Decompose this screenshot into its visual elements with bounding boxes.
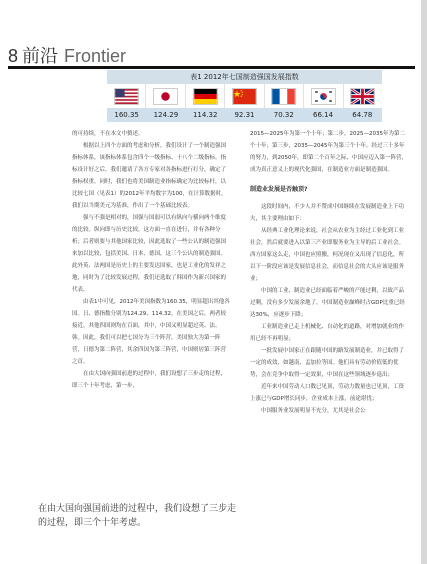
table-title: 表1 2012年七国制造强国发展指数 — [107, 70, 382, 84]
section-title-cn: 前沿 — [22, 46, 59, 66]
paragraph: 一批发展中国家正在跟随中国的路发展制造业，并已取得了一定的成效，如越南、孟加拉等国。他们具有劳动价值低的优势，会在竞争中取得一定效果，中国在这些领域逐步退出； — [250, 348, 405, 378]
page-number: 8 — [8, 46, 19, 66]
paragraph: 在由大国向强国前进的过程中，我们设想了三步走的过程，即三个十年考虑，第一步， — [72, 371, 227, 389]
paragraph: 2015—2025年为第一个十年；第二步，2025—2035年为第二个十年；第三步，2035—2045年为第三个十年。经过三十多年的努力，到2050年，即第二个百年之际，中国应迈入第一阵营，成为真正意义上的现代化强国，在制造业方面是制造强国。 — [250, 131, 407, 173]
germany-flag-icon — [193, 88, 218, 105]
left-column — [72, 128, 230, 392]
paragraph: 由表1中可见，2012年美国指数为160.35，明显超出其他各国。日、德指数分别为124.29、114.32，在美国之后，两者较接近。其他四国则均在百面，其中，中国又明显超过英、法、韩。因此，我们可以把七国分为三个阵营，美国独大为第一阵营，日德为第二阵营，其余四国为第三阵营，中国则居第三阵营之首。 — [72, 299, 230, 365]
index-value: 64.78 — [352, 111, 373, 119]
us-flag-icon — [114, 88, 139, 105]
flag-row — [107, 84, 382, 108]
right-column — [250, 128, 408, 417]
france-flag-icon — [271, 88, 296, 105]
pull-quote: 在由大国向强国前进的过程中，我们设想了三步走的过程，即三个十年考虑。 — [38, 504, 237, 528]
section-subheading: 制造业发展是否触顶? — [250, 186, 308, 193]
paragraph: 的可持续，不在本文中赘述。 — [72, 131, 144, 137]
japan-flag-icon — [153, 88, 178, 105]
section-title-en: Frontier — [64, 46, 127, 66]
page-edge-bar — [421, 0, 427, 564]
china-flag-icon — [232, 88, 257, 105]
value-row — [107, 108, 382, 122]
uk-flag-icon — [350, 88, 375, 105]
index-table — [107, 70, 382, 122]
paragraph: 根据以上四个方面的考虑和分析，我们设计了一个制造强国指标体系，该指标体系包含四个一级指标、十八个二级指标。指标设计好之后，我们邀请了各方专家对各指标进行打分，确定了指标权重。同时，我们也将美国制造业指标确定为比较标杆，以比较七国（见表1）的2012年平均数字为100，在计算数据时，我们以当期美元为基准，作出了一个基础比较表。 — [72, 143, 227, 209]
index-value: 160.35 — [114, 111, 139, 119]
paragraph: 从经典工业化理论来说，社会从农业为主经过工业化到工业社会，然后就要进入以第三产业即服务业为主导的后工业社会。西方国家这么走，中国也应照搬，何况现在又出现了信息化，所以下一阶段应该是发展信息社会，而信息社会的大头应该是服务业； — [250, 228, 405, 282]
paragraph: 中国服务业发展明显不充分，尤其是社会公 — [261, 408, 366, 414]
paragraph: 近年来中国劳动人口数已见顶，劳动力数量也已见顶，工资上涨已与GDP增长同步，企业成本上涨，前途堪忧； — [250, 384, 405, 402]
korea-flag-icon — [311, 88, 336, 105]
paragraph: 工业制造业已走上机械化、自动化的道路，对增加就业的作用已经不再明显； — [250, 324, 405, 342]
index-value: 70.32 — [273, 111, 294, 119]
paragraph: 中国的工业、制造业已经面临着严峻的产能过剩，以致产品过剩，没有多少发展余地了。中国制造业巅峰时占GDP比重已经达30%，应逐步下降； — [250, 288, 405, 318]
header-rule — [8, 66, 415, 69]
index-value: 92.31 — [234, 111, 255, 119]
index-value: 124.29 — [153, 111, 179, 119]
index-value: 114.32 — [192, 111, 218, 119]
paragraph: 强与不强是相对的，国强与国弱可以有纵向与横向两个维度的比较。纵向即与历史比较，这方面一直在进行，并有各种分析；后者则要与其他国家比较，因此选取了一些公认的制造强国来加以比较，包括美国、日本、德国，这三个公认的制造强国。此外英、法两国是历史上的主要发达国家，也是工业化的发祥之地，同时为了比较发展过程，我们还选取了韩国作为新兴国家的代表。 — [72, 215, 227, 293]
page-header — [8, 42, 126, 68]
paragraph: 这段时间内，不少人并不赞成中国继续在发展制造业上下功夫，其主要理由如下： — [250, 204, 405, 222]
index-value: 66.14 — [313, 111, 334, 119]
